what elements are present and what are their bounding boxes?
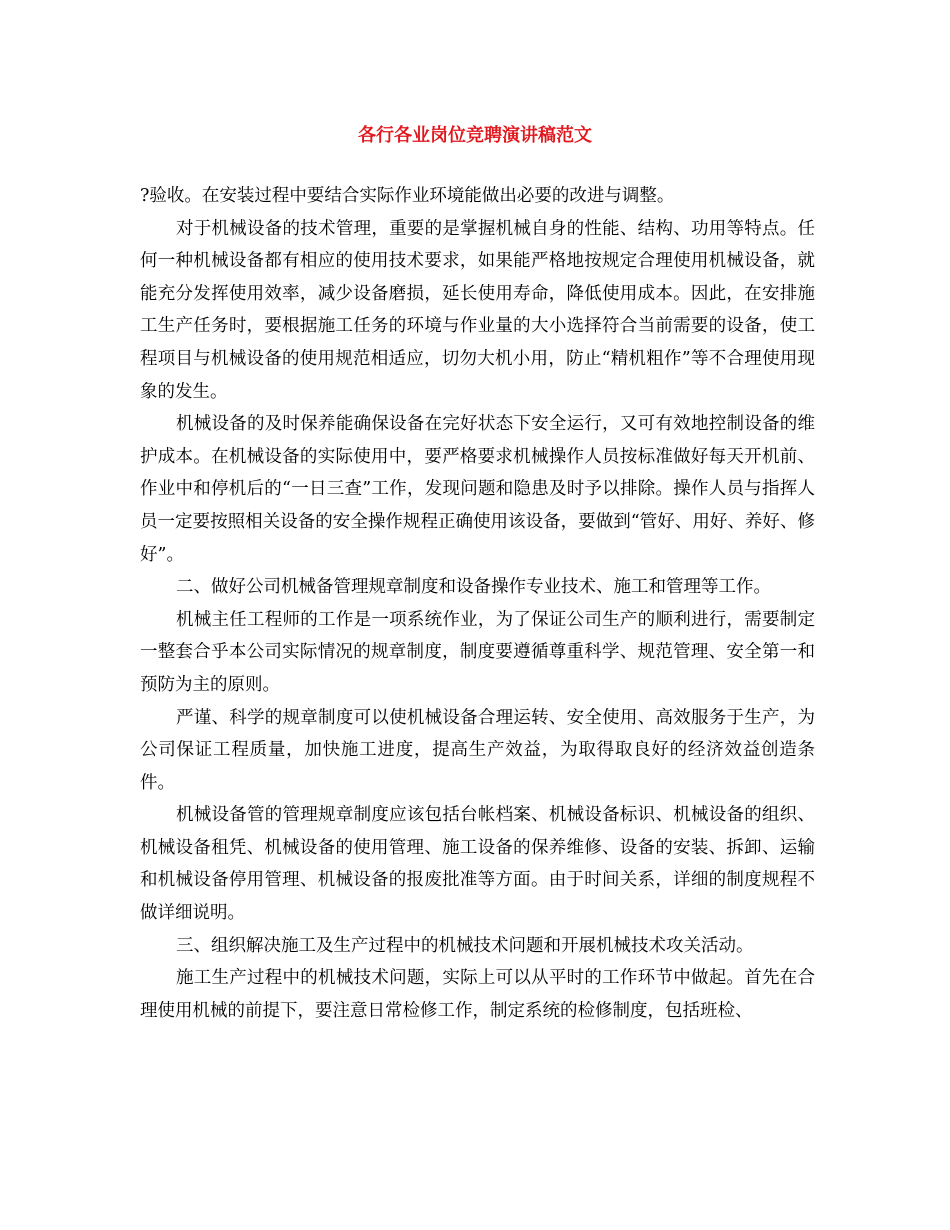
paragraph-3: 机械设备的及时保养能确保设备在完好状态下安全运行，又可有效地控制设备的维护成本。在机械设备的实际使用中，要严格要求机械操作人员按标准做好每天开机前、作业中和停机后的“一日三查”工作，发现问题和隐患及时予以排除。操作人员与指挥人员一定要按照相关设备的安全操作规程正确使用该设备，要做到“管好、用好、养好、修好”。 — [140, 414, 815, 565]
paragraph-5: 机械主任工程师的工作是一项系统作业，为了保证公司生产的顺利进行，需要制定一整套合乎本公司实际情况的规章制度，制度要遵循尊重科学、规范管理、安全第一和预防为主的原则。 — [140, 609, 815, 695]
section-heading-3: 三、组织解决施工及生产过程中的机械技术问题和开展机械技术攻关活动。 — [176, 935, 754, 956]
paragraph-1: ?验收。在安装过程中要结合实际作业环境能做出必要的改进与调整。 — [140, 186, 675, 206]
section-heading-2: 二、做好公司机械备管理规章制度和设备操作专业技术、施工和管理等工作。 — [176, 577, 771, 598]
paragraph-9: 施工生产过程中的机械技术问题，实际上可以从平时的工作环节中做起。首先在合理使用机械的前提下，要注意日常检修工作，制定系统的检修制度，包括班检、 — [140, 968, 815, 1021]
paragraph-2: 对于机械设备的技术管理，重要的是掌握机械自身的性能、结构、功用等特点。任何一种机械设备都有相应的使用技术要求，如果能严格地按规定合理使用机械设备，就能充分发挥使用效率，减少设备磨损，延长使用寿命，降低使用成本。因此，在安排施工生产任务时，要根据施工任务的环境与作业量的大小选择符合当前需要的设备，使工程项目与机械设备的使用规范相适应，切勿大机小用，防止“精机粗作”等不合理使用现象的发生。 — [140, 218, 815, 402]
paragraph-7: 机械设备管的管理规章制度应该包括台帐档案、机械设备标识、机械设备的组织、机械设备租凭、机械设备的使用管理、施工设备的保养维修、设备的安装、拆卸、运输和机械设备停用管理、机械设备的报废批准等方面。由于时间关系，详细的制度规程不做详细说明。 — [140, 805, 815, 924]
document-title: 各行各业岗位竞聘演讲稿范文 — [358, 125, 592, 146]
document-body — [140, 180, 815, 1027]
paragraph-6: 严谨、科学的规章制度可以使机械设备合理运转、安全使用、高效服务于生产，为公司保证工程质量，加快施工进度，提高生产效益，为取得取良好的经济效益创造条件。 — [140, 707, 815, 793]
